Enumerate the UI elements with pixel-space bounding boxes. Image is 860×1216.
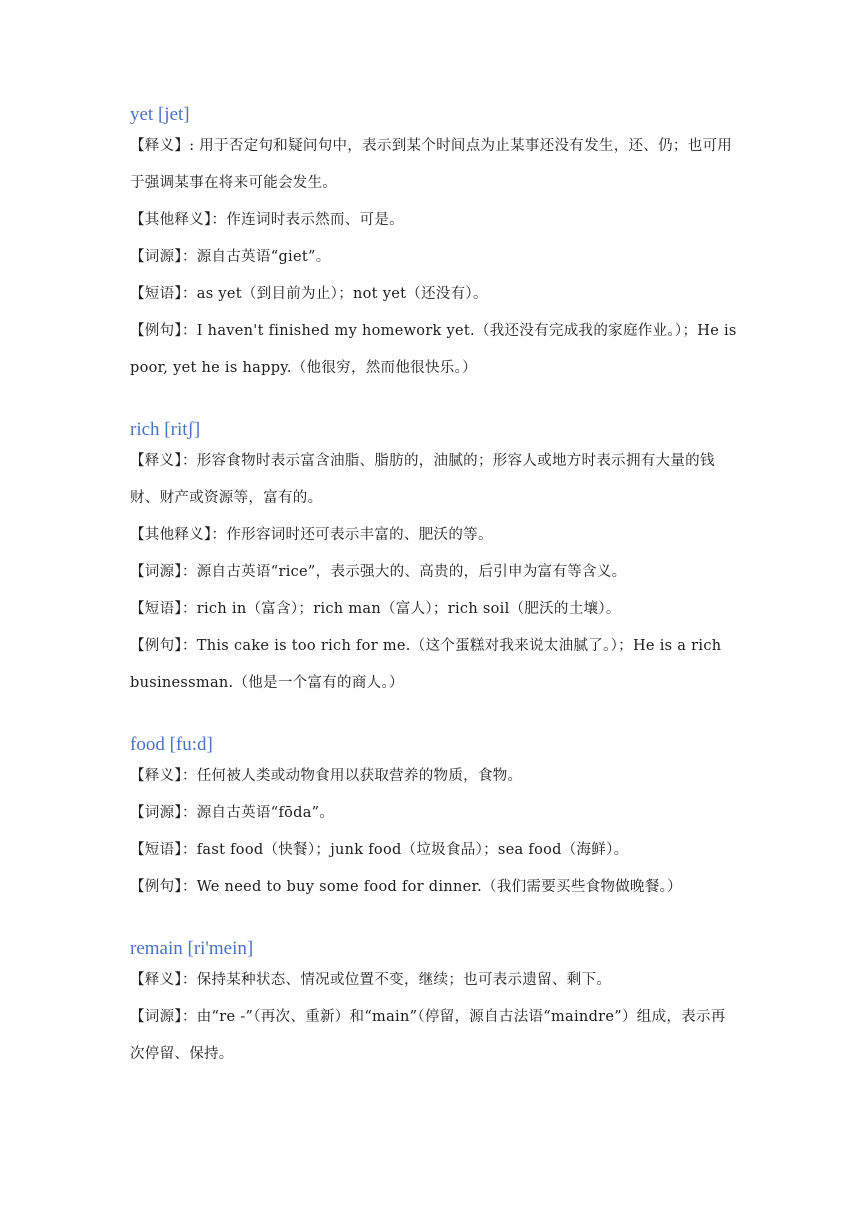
headword: food [fu:d] [130,734,213,755]
entry-yet [130,96,740,387]
headword: yet [jet] [130,104,190,125]
phrase-line: 【短语】：as yet（到目前为止）；not yet（还没有）。 [130,286,488,302]
definition-line: 【释义】: 用于否定句和疑问句中，表示到某个时间点为止某事还没有发生，还、仍；也可用于强调某事在将来可能会发生。 [130,138,733,191]
other-definition-line: 【其他释义】：作形容词时还可表示丰富的、肥沃的等。 [130,527,493,543]
headword: rich [ritʃ] [130,419,201,440]
definition-line: 【释义】：形容食物时表示富含油脂、脂肪的，油腻的；形容人或地方时表示拥有大量的钱财、财产或资源等，富有的。 [130,453,715,506]
other-definition-line: 【其他释义】：作连词时表示然而、可是。 [130,212,404,228]
etymology-line: 【词源】：由“re -”（再次、重新）和“main”（停留，源自古法语“maindre”）组成，表示再次停留、保持。 [130,1009,726,1062]
entry-food [130,726,740,906]
phrase-line: 【短语】：fast food（快餐）；junk food（垃圾食品）；sea food（海鲜）。 [130,842,629,858]
phrase-line: 【短语】：rich in（富含）；rich man（富人）；rich soil（肥沃的土壤）。 [130,601,621,617]
etymology-line: 【词源】：源自古英语“fōda”。 [130,805,335,821]
entry-rich [130,411,740,702]
etymology-line: 【词源】：源自古英语“rice”，表示强大的、高贵的，后引申为富有等含义。 [130,564,627,580]
definition-line: 【释义】：保持某种状态、情况或位置不变，继续；也可表示遗留、剩下。 [130,972,612,988]
etymology-line: 【词源】：源自古英语“giet”。 [130,249,331,265]
entry-remain [130,930,740,1073]
example-line: 【例句】：I haven't finished my homework yet.（我还没有完成我的家庭作业。）；He is poor, yet he is happy.（他很穷，然而他很快乐。） [130,323,737,376]
example-line: 【例句】：This cake is too rich for me.（这个蛋糕对我来说太油腻了。）；He is a rich businessman.（他是一个富有的商人。） [130,638,722,691]
document-page [130,96,740,1097]
definition-line: 【释义】：任何被人类或动物食用以获取营养的物质，食物。 [130,768,523,784]
example-line: 【例句】：We need to buy some food for dinner.（我们需要买些食物做晚餐。） [130,879,682,895]
headword: remain [ri'mein] [130,938,254,959]
